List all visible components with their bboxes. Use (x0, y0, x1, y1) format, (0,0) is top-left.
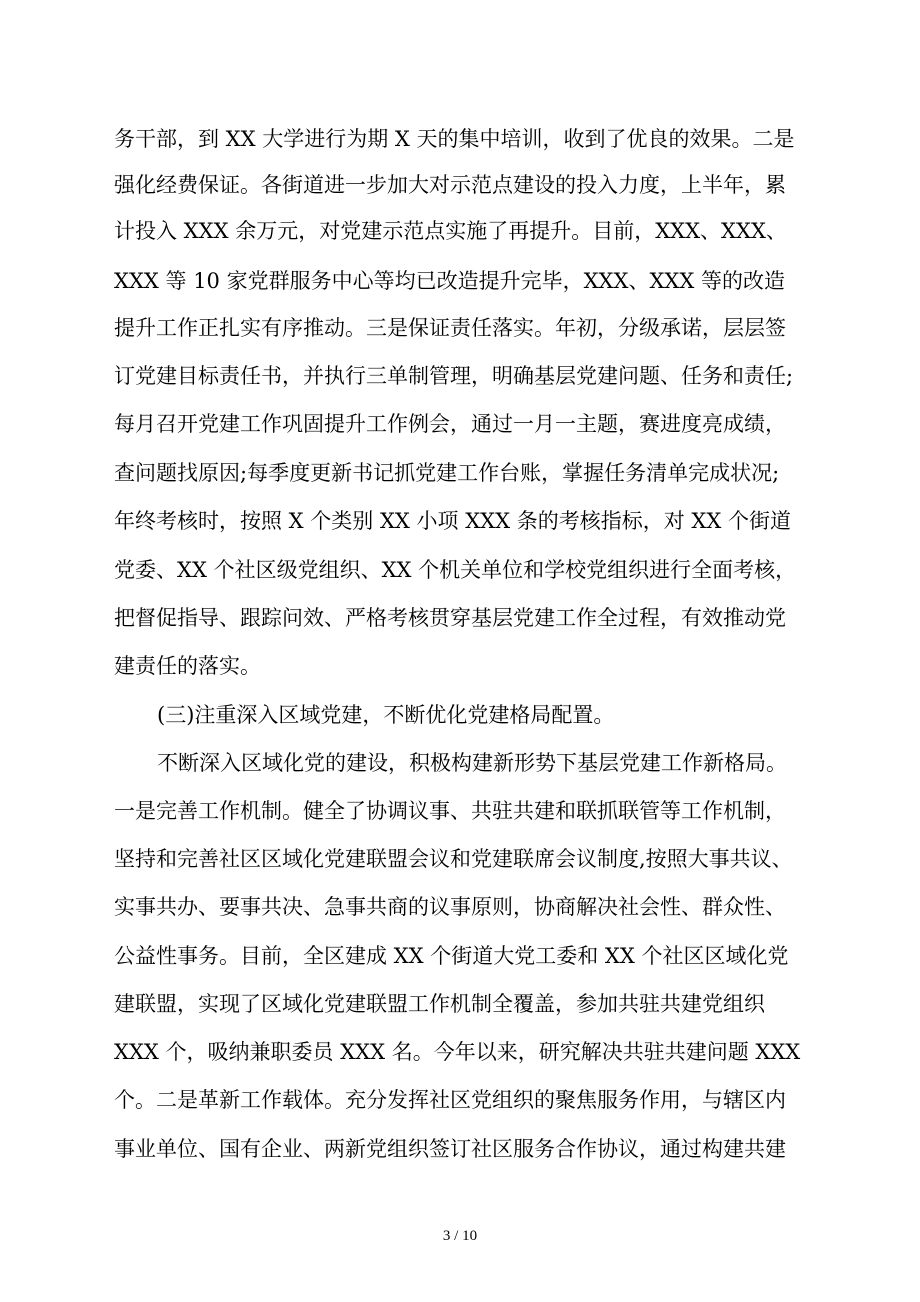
body-line: 提升工作正扎实有序推动。三是保证责任落实。年初，分级承诺，层层签 (114, 316, 786, 340)
body-line: 计投入 XXX 余万元，对党建示范点实施了再提升。目前，XXX、XXX、 (114, 219, 787, 243)
body-line: 个。二是革新工作载体。充分发挥社区党组织的聚焦服务作用，与辖区内 (114, 1088, 786, 1112)
body-line: 建责任的落实。 (114, 654, 261, 678)
page-number: 3 / 10 (442, 1228, 478, 1244)
body-line: 务干部，到 XX 大学进行为期 X 天的集中培训，收到了优良的效果。二是 (114, 127, 795, 151)
body-line: XXX 等 10 家党群服务中心等均已改造提升完毕，XXX、XXX 等的改造 (114, 269, 785, 293)
paragraph-first-line: 不断深入区域化党的建设，积极构建新形势下基层党建工作新格局。 (157, 751, 787, 775)
body-line: 查问题找原因;每季度更新书记抓党建工作台账，掌握任务清单完成状况; (114, 461, 780, 485)
body-line: 每月召开党建工作巩固提升工作例会，通过一月一主题，赛进度亮成绩， (114, 412, 786, 436)
body-line: 党委、XX 个社区级党组织、XX 个机关单位和学校党组织进行全面考核， (114, 558, 797, 582)
body-line: 建联盟，实现了区域化党建联盟工作机制全覆盖，参加共驻共建党组织 (114, 992, 765, 1016)
body-line: 年终考核时，按照 X 个类别 XX 小项 XXX 条的考核指标，对 XX 个街道 (114, 509, 792, 533)
body-line: XXX 个，吸纳兼职委员 XXX 名。今年以来，研究解决共驻共建问题 XXX (114, 1040, 801, 1064)
body-line: 强化经费保证。各街道进一步加大对示范点建设的投入力度，上半年，累 (114, 173, 786, 197)
body-line: 坚持和完善社区区域化党建联盟会议和党建联席会议制度,按照大事共议、 (114, 847, 793, 871)
body-line: 一是完善工作机制。健全了协调议事、共驻共建和联抓联管等工作机制， (114, 799, 786, 823)
body-line: 事业单位、国有企业、两新党组织签订社区服务合作协议，通过构建共建 (114, 1137, 786, 1161)
body-line: 实事共办、要事共决、急事共商的议事原则，协商解决社会性、群众性、 (114, 895, 786, 919)
body-line: 订党建目标责任书，并执行三单制管理，明确基层党建问题、任务和责任; (114, 364, 794, 388)
section-heading: (三)注重深入区域党建，不断优化党建格局配置。 (157, 703, 615, 727)
body-line: 把督促指导、跟踪问效、严格考核贯穿基层党建工作全过程，有效推动党 (114, 606, 786, 630)
body-line: 公益性事务。目前，全区建成 XX 个街道大党工委和 XX 个社区区域化党 (114, 944, 789, 968)
